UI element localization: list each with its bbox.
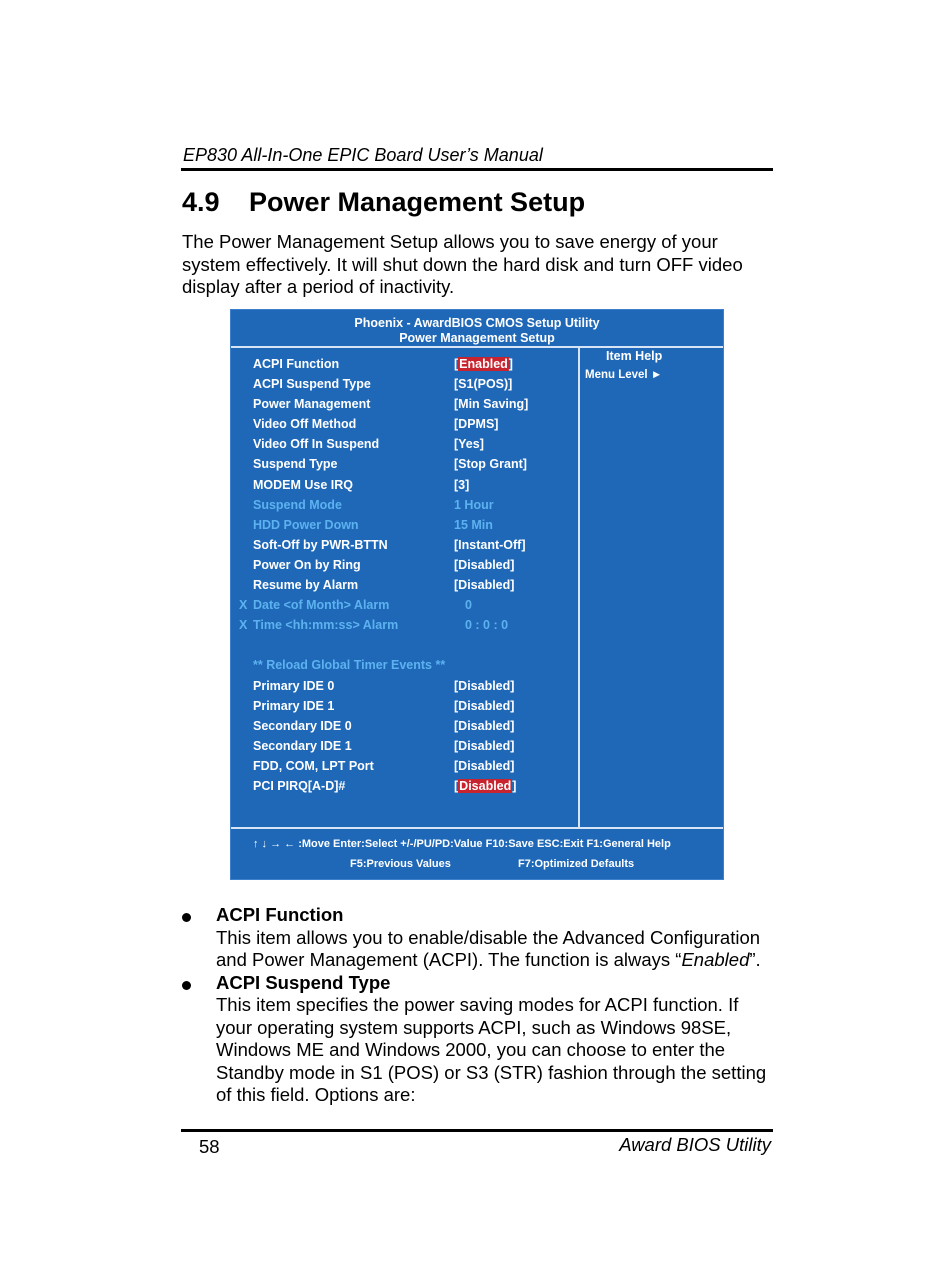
bullet-heading: ACPI Suspend Type <box>216 971 391 993</box>
bullet-dot-icon <box>182 913 191 922</box>
bios-row-video-off-method[interactable] <box>231 414 578 434</box>
bios-title <box>231 316 723 346</box>
bios-row-pci-pirq[interactable] <box>231 776 578 796</box>
bios-row-soft-off-by-pwr-bttn[interactable] <box>231 535 578 555</box>
setting-label: MODEM Use IRQ <box>253 477 354 492</box>
setting-value: [S1(POS)] <box>454 377 513 392</box>
disabled-marker: X <box>239 598 248 613</box>
bios-row-primary-ide-0[interactable] <box>231 676 578 696</box>
bullet-acpi-function <box>182 904 782 972</box>
setting-label: Secondary IDE 1 <box>253 738 352 753</box>
setting-label: PCI PIRQ[A-D]# <box>253 778 346 793</box>
setting-label: Primary IDE 1 <box>253 698 335 713</box>
section-heading: Power Management Setup <box>249 187 586 217</box>
page-number: 58 <box>199 1136 220 1157</box>
setting-value: [DPMS] <box>454 417 499 432</box>
bios-key-help-optimized-defaults: F7:Optimized Defaults <box>518 858 635 870</box>
bios-row-fdd-com-lpt-port[interactable] <box>231 756 578 776</box>
bios-row-hdd-power-down <box>231 515 578 535</box>
setting-label: FDD, COM, LPT Port <box>253 758 374 773</box>
setting-value: [Disabled] <box>454 557 515 572</box>
running-footer: Award BIOS Utility <box>619 1134 771 1155</box>
bios-row-modem-use-irq[interactable] <box>231 475 578 495</box>
bios-key-help-line1: ↑ ↓ → ← :Move Enter:Select +/-/PU/PD:Value F10:Save ESC:Exit F1:General Help <box>253 838 671 850</box>
menu-level-indicator: Menu Level ► <box>585 369 663 381</box>
bios-row-spacer <box>231 635 578 655</box>
bios-title-line1: Phoenix - AwardBIOS CMOS Setup Utility <box>354 316 600 330</box>
setting-label: ACPI Suspend Type <box>253 377 371 392</box>
emphasis-text: Enabled <box>681 949 750 970</box>
setting-label: Power On by Ring <box>253 557 361 572</box>
setting-value: [Disabled] <box>454 778 517 793</box>
setting-label: HDD Power Down <box>253 517 359 532</box>
bios-row-reload-global-timer-events <box>231 655 578 675</box>
setting-value: 0 <box>465 598 472 613</box>
setting-value: [Disabled] <box>454 698 515 713</box>
bullet-body: This item specifies the power saving modes for ACPI function. If your operating system supports ACPI, such as Windows 98SE, Windows ME and Windows 2000, you can choose to enter the Standby mode in S1 (POS) or S3 (STR) fashion through the setting of this field. Options are: <box>216 994 767 1105</box>
setting-value: [Disabled] <box>454 678 515 693</box>
intro-paragraph: The Power Management Setup allows you to save energy of your system effectively. It will shut down the hard disk and turn OFF video display after a period of inactivity. <box>182 231 743 297</box>
bios-row-secondary-ide-0[interactable] <box>231 716 578 736</box>
bios-row-secondary-ide-1[interactable] <box>231 736 578 756</box>
disabled-marker: X <box>239 618 248 633</box>
setting-value: [Yes] <box>454 437 484 452</box>
setting-label: Power Management <box>253 397 371 412</box>
setting-label: Suspend Type <box>253 457 338 472</box>
setting-value: 15 Min <box>454 517 493 532</box>
setting-label: Resume by Alarm <box>253 578 359 593</box>
bios-row-power-management[interactable] <box>231 394 578 414</box>
setting-value: [Disabled] <box>454 758 515 773</box>
setting-value: [Enabled] <box>454 357 513 371</box>
bios-row-video-off-in-suspend[interactable] <box>231 434 578 454</box>
section-title <box>182 187 585 218</box>
bios-divider-top <box>231 346 723 348</box>
section-label: ** Reload Global Timer Events ** <box>253 658 446 673</box>
bios-key-help-previous-values: F5:Previous Values <box>350 858 451 870</box>
selected-value-highlight: Disabled <box>459 778 512 793</box>
bios-settings-list <box>231 354 578 796</box>
bios-divider-bottom <box>231 827 723 829</box>
setting-label: Secondary IDE 0 <box>253 718 352 733</box>
item-help-title: Item Help <box>606 349 663 363</box>
bullet-dot-icon <box>182 981 191 990</box>
bios-row-date-alarm <box>231 595 578 615</box>
setting-label: Time <hh:mm:ss> Alarm <box>253 618 399 633</box>
setting-value: 1 Hour <box>454 497 494 512</box>
running-header: EP830 All-In-One EPIC Board User’s Manual <box>183 145 543 165</box>
setting-value: [Instant-Off] <box>454 537 526 552</box>
bullet-acpi-suspend-type <box>182 972 782 1107</box>
setting-value: [Stop Grant] <box>454 457 527 472</box>
setting-value: [Disabled] <box>454 718 515 733</box>
bios-row-suspend-type[interactable] <box>231 454 578 474</box>
footer-rule <box>181 1129 773 1132</box>
setting-label: Suspend Mode <box>253 497 342 512</box>
setting-value: 0 : 0 : 0 <box>465 618 509 633</box>
selected-value-highlight: Enabled <box>459 357 508 371</box>
bios-title-line2: Power Management Setup <box>399 331 555 345</box>
section-number: 4.9 <box>182 187 220 217</box>
setting-value: [Disabled] <box>454 578 515 593</box>
bios-row-power-on-by-ring[interactable] <box>231 555 578 575</box>
bullet-list <box>182 904 782 1107</box>
header-rule <box>181 168 773 171</box>
bios-row-suspend-mode <box>231 495 578 515</box>
bullet-body: This item allows you to enable/disable the Advanced Configuration and Power Management (ACPI). The function is always “Enabled”. <box>216 926 761 970</box>
bios-row-primary-ide-1[interactable] <box>231 696 578 716</box>
setting-label: ACPI Function <box>253 357 340 371</box>
setting-label: Date <of Month> Alarm <box>253 598 390 613</box>
setting-value: [Disabled] <box>454 738 515 753</box>
bios-row-time-alarm <box>231 615 578 635</box>
setting-label: Primary IDE 0 <box>253 678 335 693</box>
bullet-heading: ACPI Function <box>216 904 344 925</box>
setting-value: [3] <box>454 477 470 492</box>
bios-row-acpi-suspend-type[interactable] <box>231 374 578 394</box>
bios-divider-vertical <box>578 347 580 827</box>
bios-screenshot <box>230 309 724 880</box>
bios-row-resume-by-alarm[interactable] <box>231 575 578 595</box>
setting-label: Soft-Off by PWR-BTTN <box>253 537 388 552</box>
setting-label: Video Off In Suspend <box>253 437 380 452</box>
setting-label: Video Off Method <box>253 417 357 432</box>
bios-row-acpi-function[interactable] <box>231 354 578 374</box>
setting-value: [Min Saving] <box>454 397 529 412</box>
